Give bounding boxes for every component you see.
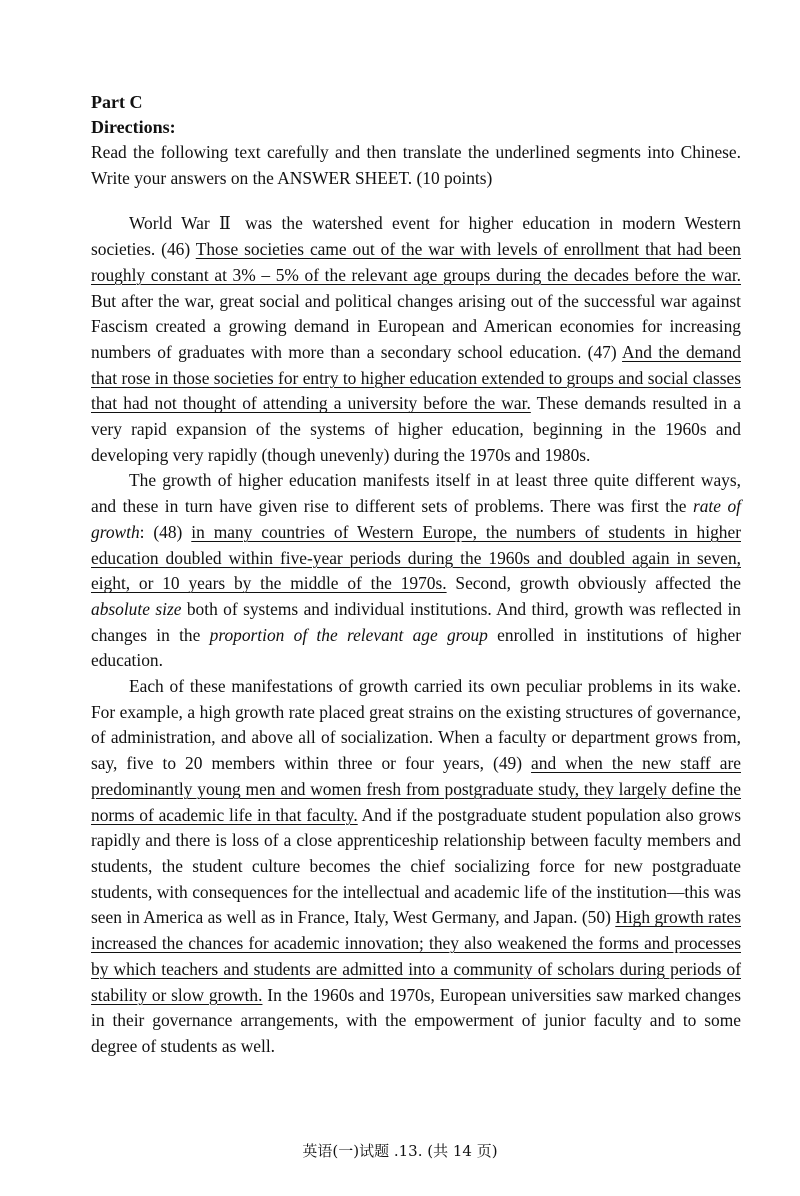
part-title: Part C (91, 92, 143, 112)
p2-sentence-1: The growth of higher education manifests itself in at least three quite different ways, and these in turn have given rise to different sets of problems. There was first the (91, 470, 741, 517)
passage-paragraph-3 (91, 674, 741, 1060)
p3-sentence-3: In the 1960s and 1970s, European universities saw marked changes in their governance arrangements, with the empowerment of junior faculty and to some degree of students as well. (91, 984, 741, 1056)
p2-sentence-3: Second, growth obviously affected the (446, 573, 741, 594)
p2-sentence-4: both of systems and individual institutions. And third, growth was reflected in changes in the (91, 598, 741, 645)
passage-paragraph-1 (91, 211, 741, 468)
question-50-underlined: High growth rates increased the chances for academic innovation; they also weakened the forms and processes by which teachers and students are admitted into a community of scholars during periods of stability or slow growth. (91, 907, 741, 1005)
question-47-number: (47) (587, 341, 623, 362)
p2-italic-proportion: proportion of the relevant age group (209, 624, 488, 645)
question-49-underlined: and when the new staff are predominantly young men and women fresh from postgraduate study, they largely define the norms of academic life in that faculty. (91, 753, 741, 825)
question-46-number: (46) (161, 239, 196, 260)
p2-question-48-number: : (48) (139, 521, 192, 542)
p3-sentence-1: Each of these manifestations of growth carried its own peculiar problems in its wake. For example, a high growth rate placed great strains on the existing structures of governance, of administration, and above all of socialization. When a faculty or department grows from, say, five to 20 members within three or four years, (49) (91, 676, 741, 774)
p1-sentence-3: These demands resulted in a very rapid expansion of the systems of higher education, beginning in the 1960s and developing very rapidly (though unevenly) during the 1970s and 1980s. (91, 393, 741, 465)
question-48-underlined: in many countries of Western Europe, the numbers of students in higher education doubled within five-year periods during the 1960s and doubled again in seven, eight, or 10 years by the middle of the 1970s. (91, 521, 741, 594)
p2-sentence-5: enrolled in institutions of higher education. (91, 624, 741, 671)
p3-sentence-2: And if the postgraduate student population also grows rapidly and there is loss of a close apprenticeship relationship between faculty members and students, the student culture becomes the chief socializing force for new postgraduate students, with consequences for the intellectual and academic life of the institution—this was seen in America as well as in France, Italy, West Germany, and Japan. (50) (91, 804, 741, 928)
p2-italic-absolute-size: absolute size (91, 598, 182, 619)
p2-italic-rate-of-growth: rate of growth (91, 496, 741, 542)
p1-sentence-2: But after the war, great social and political changes arising out of the successful war against Fascism created a growing demand in European and American economies for increasing numbers of graduates with more than a secondary school education. (91, 290, 741, 362)
p1-sentence-1: World War Ⅱ was the watershed event for higher education in modern Western societies. (91, 213, 741, 260)
directions-label: Directions: (91, 117, 176, 137)
question-47-underlined: And the demand that rose in those societies for entry to higher education extended to groups and social classes that had not thought of attending a university before the war. (91, 341, 741, 414)
page-footer: 英语(一)试题 .13. (共 14 页) (302, 1142, 498, 1160)
question-46-underlined: Those societies came out of the war with levels of enrollment that had been roughly constant at 3% – 5% of the relevant age groups during the decades before the war. (91, 239, 742, 285)
passage-paragraph-2 (91, 468, 741, 674)
directions-text: Read the following text carefully and then translate the underlined segments into Chinese. Write your answers on the ANSWER SHEET. (10 points) (91, 142, 741, 188)
document-content (91, 90, 741, 1060)
